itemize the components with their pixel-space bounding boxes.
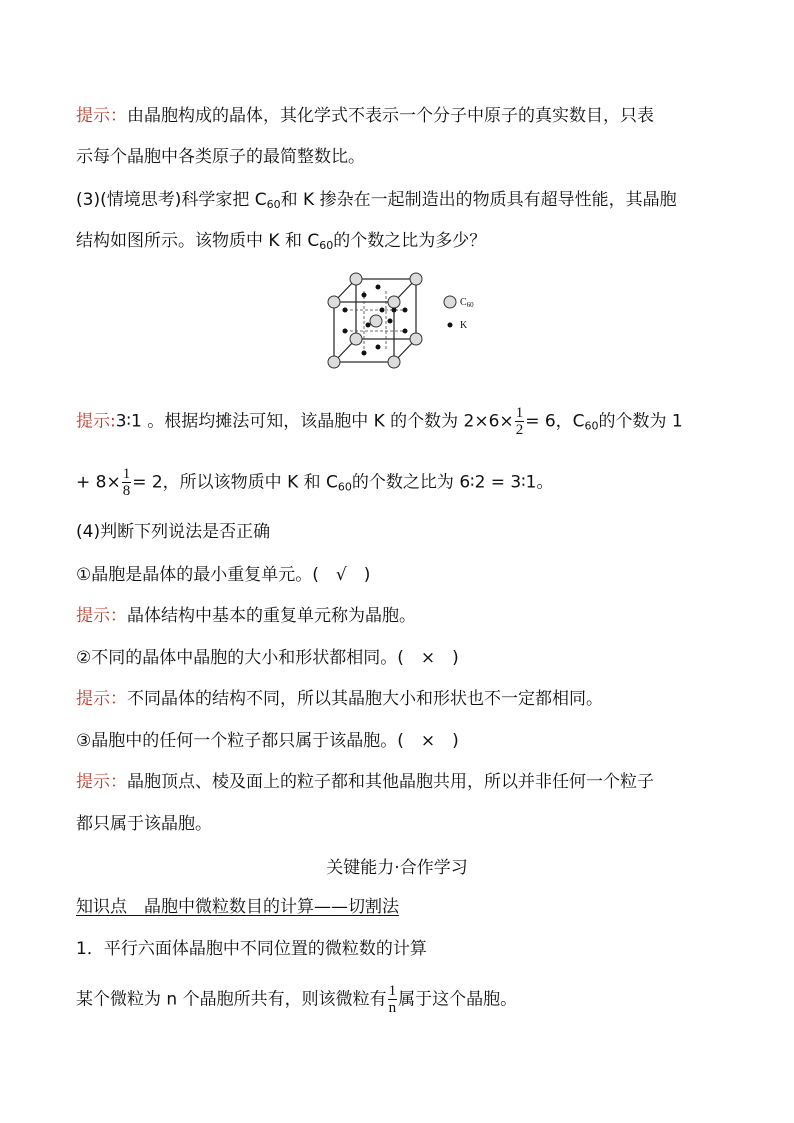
question-4-title: (4)判断下列说法是否正确 <box>76 522 271 542</box>
question-text: 结构如图所示。该物质中 K 和 C <box>76 231 320 251</box>
c60-corner <box>388 356 400 368</box>
question-text: (3)(情境思考)科学家把 C <box>76 190 267 210</box>
hint-2 <box>76 687 603 711</box>
subscript: 60 <box>584 419 599 433</box>
legend-k-marker <box>448 323 453 328</box>
hint-1 <box>76 604 416 628</box>
hint-text: 晶体结构中基本的重复单元称为晶胞。 <box>127 606 416 626</box>
c60-corner <box>410 273 422 285</box>
fraction: $\frac{1}{2}$ <box>515 405 524 438</box>
crystal-cell-figure <box>320 265 490 375</box>
answer-text: + 8× <box>76 472 121 493</box>
hint-3 <box>76 770 654 794</box>
answer-text: 3∶1 。根据均摊法可知，该晶胞中 K 的个数为 2×6× <box>115 411 514 432</box>
fraction: $\frac{1}{8}$ <box>122 466 131 499</box>
answer-text: 的个数之比为 6∶2 = 3∶1。 <box>351 472 554 493</box>
knowledge-point: 知识点 晶胞中微粒数目的计算——切割法 <box>76 897 399 917</box>
c60-corner <box>350 273 362 285</box>
hint-label: 提示: <box>76 411 116 432</box>
c60-corner <box>328 356 340 368</box>
hint-label: 提示： <box>76 772 127 792</box>
c60-center <box>370 315 382 327</box>
hint-text: 由晶胞构成的晶体，其化学式不表示一个分子中原子的真实数目，只表 <box>127 106 654 126</box>
hint-3-cont: 都只属于该晶胞。 <box>76 814 212 834</box>
subscript: 60 <box>319 239 334 252</box>
subscript: 60 <box>266 198 281 211</box>
hint-paragraph-1 <box>76 104 654 128</box>
legend-c60-label: $C_{60}$ <box>460 297 474 309</box>
answer-3-cont <box>76 466 554 500</box>
paragraph-text: 属于这个晶胞。 <box>398 989 518 1010</box>
hint-label: 提示： <box>76 606 127 626</box>
hint-text: 晶胞顶点、棱及面上的粒子都和其他晶胞共用，所以并非任何一个粒子 <box>127 772 654 792</box>
hint-text: 示每个晶胞中各类原子的最简整数比。 <box>76 147 365 167</box>
answer-text: = 2，所以该物质中 K 和 C <box>132 472 338 493</box>
paragraph-text: 某个微粒为 n 个晶胞所共有，则该微粒有 <box>76 989 387 1010</box>
answer-text: = 6，C <box>525 411 585 432</box>
question-3 <box>76 188 677 217</box>
question-3-cont <box>76 229 486 258</box>
hint-paragraph-1-cont <box>76 145 365 169</box>
c60-corner <box>350 333 362 345</box>
statement-2: ②不同的晶体中晶胞的大小和形状都相同。( × ) <box>76 648 459 668</box>
hint-text: 不同晶体的结构不同，所以其晶胞大小和形状也不一定都相同。 <box>127 689 603 709</box>
answer-text: 的个数为 1 <box>598 411 683 432</box>
c60-corner <box>328 296 340 308</box>
hint-label: 提示： <box>76 689 127 709</box>
last-paragraph <box>76 983 517 1016</box>
section-heading: 关键能力·合作学习 <box>326 858 468 878</box>
legend-c60-marker <box>444 296 456 308</box>
fraction: $\frac{1}{n}$ <box>388 983 397 1016</box>
statement-1: ①晶胞是晶体的最小重复单元。( √ ) <box>76 565 371 585</box>
item-1: 1．平行六面体晶胞中不同位置的微粒数的计算 <box>76 939 427 959</box>
answer-3 <box>76 405 683 439</box>
c60-corner <box>388 296 400 308</box>
hint-label: 提示： <box>76 106 127 126</box>
question-text: 和 K 掺杂在一起制造出的物质具有超导性能，其晶胞 <box>280 190 677 210</box>
statement-3: ③晶胞中的任何一个粒子都只属于该晶胞。( × ) <box>76 731 459 751</box>
c60-corner <box>410 333 422 345</box>
subscript: 60 <box>337 480 352 494</box>
legend-k-label: K <box>460 320 468 331</box>
question-text: 的个数之比为多少？ <box>333 231 487 251</box>
